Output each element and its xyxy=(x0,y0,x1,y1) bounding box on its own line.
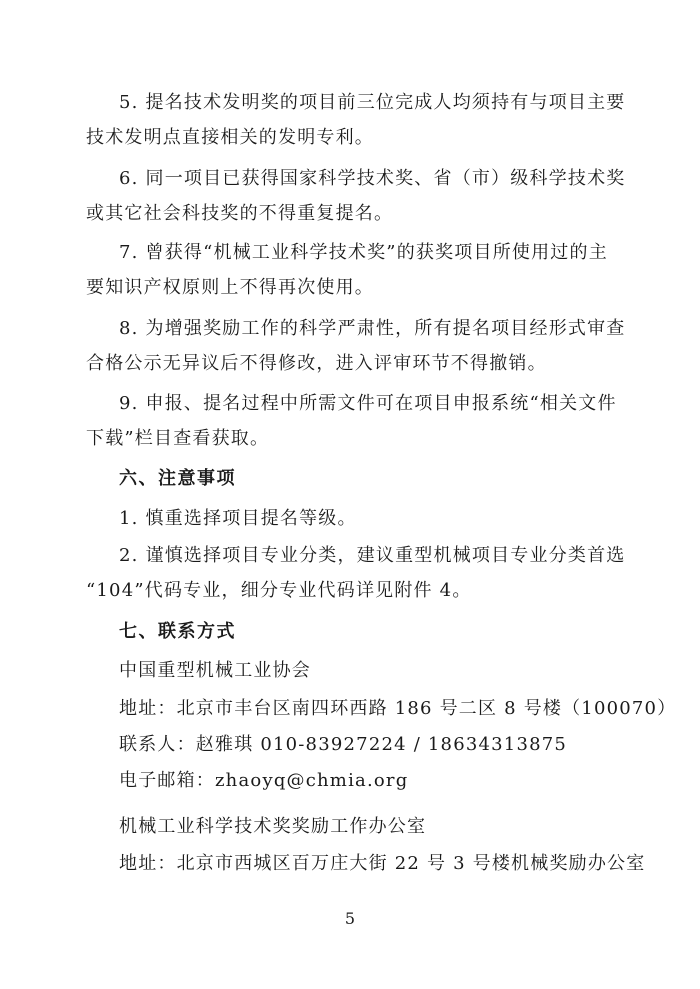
section-7-heading: 七、联系方式 xyxy=(119,621,236,642)
section-6-item-1: 1. 慎重选择项目提名等级。 xyxy=(119,508,357,529)
item-7-line-2: 要知识产权原则上不得再次使用。 xyxy=(86,277,374,298)
item-6-line-2: 或其它社会科技奖的不得重复提名。 xyxy=(86,203,394,224)
page-number: 5 xyxy=(344,909,356,928)
item-9-line-1: 9. 申报、提名过程中所需文件可在项目申报系统“相关文件 xyxy=(119,393,617,414)
org-2-name: 机械工业科学技术奖奖励工作办公室 xyxy=(119,816,427,837)
section-6-item-2-line-2: “104”代码专业，细分专业代码详见附件 4。 xyxy=(86,580,472,601)
item-8-line-2: 合格公示无异议后不得修改，进入评审环节不得撤销。 xyxy=(86,353,547,374)
item-9-line-2: 下载”栏目查看获取。 xyxy=(86,428,270,449)
org-1-email: 电子邮箱：zhaoyq@chmia.org xyxy=(119,770,409,791)
item-7-line-1: 7. 曾获得“机械工业科学技术奖”的获奖项目所使用过的主 xyxy=(119,242,608,263)
item-6-line-1: 6. 同一项目已获得国家科学技术奖、省（市）级科学技术奖 xyxy=(119,168,626,189)
org-2-address: 地址：北京市西城区百万庄大街 22 号 3 号楼机械奖励办公室 xyxy=(119,853,646,874)
org-1-contact: 联系人：赵雅琪 010-83927224 / 18634313875 xyxy=(119,734,568,755)
org-1-name: 中国重型机械工业协会 xyxy=(119,660,311,681)
item-8-line-1: 8. 为增强奖励工作的科学严肃性，所有提名项目经形式审查 xyxy=(119,318,626,339)
section-6-heading: 六、注意事项 xyxy=(119,468,236,489)
item-5-line-1: 5. 提名技术发明奖的项目前三位完成人均须持有与项目主要 xyxy=(119,92,626,113)
item-5-line-2: 技术发明点直接相关的发明专利。 xyxy=(86,127,374,148)
org-1-address: 地址：北京市丰台区南四环西路 186 号二区 8 号楼（100070） xyxy=(119,698,677,719)
section-6-item-2-line-1: 2. 谨慎选择项目专业分类，建议重型机械项目专业分类首选 xyxy=(119,545,626,566)
